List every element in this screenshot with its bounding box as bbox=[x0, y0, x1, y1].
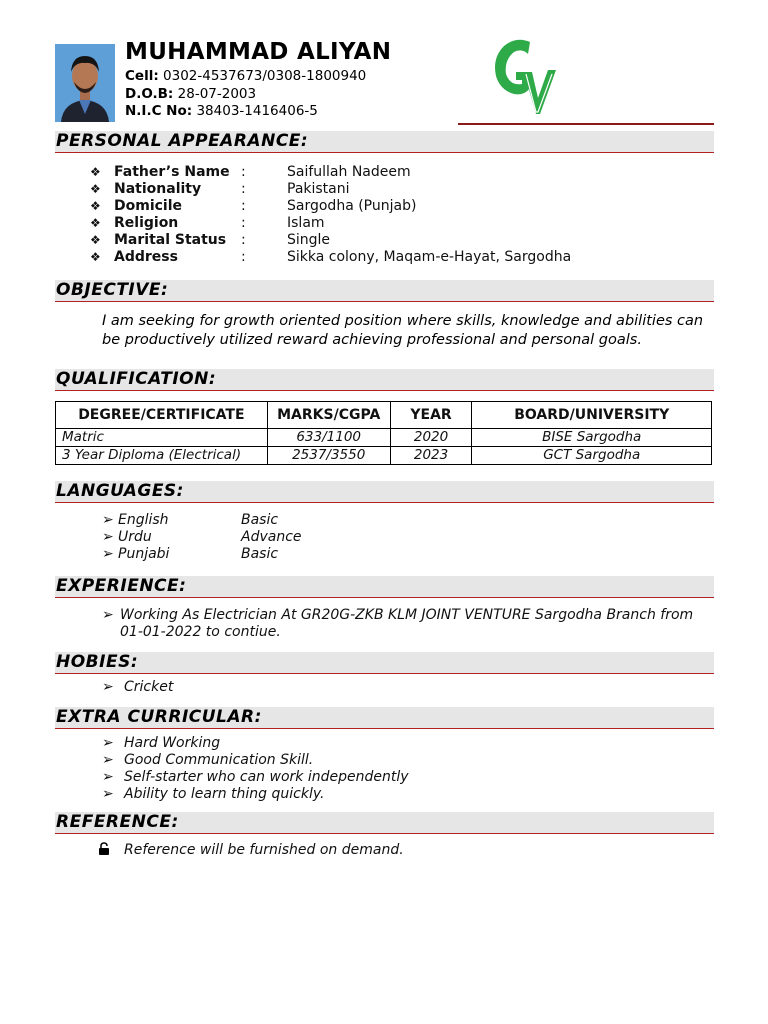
objective-text: I am seeking for growth oriented position where skills, knowledge and abilities can be productively utilized reward achieving professional and personal goals. bbox=[102, 313, 704, 348]
table-row bbox=[56, 447, 712, 465]
personal-value: Sargodha (Punjab) bbox=[287, 198, 417, 214]
section-personal-appearance: PERSONAL APPEARANCE: bbox=[55, 131, 714, 153]
list-item bbox=[102, 529, 152, 546]
table-cell: 633/1100 bbox=[267, 429, 390, 447]
section-experience: EXPERIENCE: bbox=[55, 576, 714, 598]
table-cell: 3 Year Diploma (Electrical) bbox=[56, 447, 268, 465]
section-hobbies: HOBIES: bbox=[55, 652, 714, 674]
arrow-bullet-icon: ➢ bbox=[102, 786, 114, 802]
section-objective: OBJECTIVE: bbox=[55, 280, 714, 302]
colon: : bbox=[241, 181, 246, 197]
section-extra-curricular: EXTRA CURRICULAR: bbox=[55, 707, 714, 729]
list-item bbox=[102, 769, 409, 786]
personal-label: Religion bbox=[114, 215, 179, 231]
personal-label: Nationality bbox=[114, 181, 202, 197]
personal-label: Domicile bbox=[114, 198, 183, 214]
personal-value: Islam bbox=[287, 215, 325, 231]
table-cell: 2023 bbox=[390, 447, 472, 465]
column-header: YEAR bbox=[390, 402, 472, 429]
list-item bbox=[102, 546, 169, 563]
table-cell: Matric bbox=[56, 429, 268, 447]
nic-value: 38403-1416406-5 bbox=[196, 103, 318, 119]
table-cell: BISE Sargodha bbox=[472, 429, 712, 447]
profile-photo bbox=[55, 44, 115, 122]
hobby-text: Cricket bbox=[124, 679, 174, 695]
extra-text: Self-starter who can work independently bbox=[124, 769, 409, 785]
lock-bullet-icon bbox=[98, 842, 124, 859]
table-cell: 2020 bbox=[390, 429, 472, 447]
experience-text: Working As Electrician At GR20G-ZKB KLM JOINT VENTURE Sargodha Branch from 01-01-2022 to contiue. bbox=[120, 607, 694, 640]
colon: : bbox=[241, 232, 246, 248]
list-item bbox=[102, 512, 169, 529]
list-item bbox=[102, 679, 173, 696]
arrow-bullet-icon: ➢ bbox=[102, 752, 114, 768]
language-name: English bbox=[118, 512, 169, 528]
arrow-bullet-icon: ➢ bbox=[102, 607, 114, 623]
colon: : bbox=[241, 164, 246, 180]
language-name: Urdu bbox=[118, 529, 152, 545]
cell-value: 0302-4537673/0308-1800940 bbox=[163, 68, 367, 84]
column-header: BOARD/UNIVERSITY bbox=[472, 402, 712, 429]
nic-line bbox=[125, 103, 318, 119]
diamond-bullet-icon: ❖ bbox=[90, 165, 101, 179]
language-level: Advance bbox=[241, 529, 302, 545]
language-level: Basic bbox=[241, 546, 279, 562]
table-header-row bbox=[56, 402, 712, 429]
arrow-bullet-icon: ➢ bbox=[102, 546, 114, 562]
colon: : bbox=[241, 249, 246, 265]
candidate-name: MUHAMMAD ALIYAN bbox=[125, 39, 392, 65]
section-qualification: QUALIFICATION: bbox=[55, 369, 714, 391]
cell-label: Cell: bbox=[125, 68, 159, 84]
arrow-bullet-icon: ➢ bbox=[102, 529, 114, 545]
language-name: Punjabi bbox=[118, 546, 170, 562]
arrow-bullet-icon: ➢ bbox=[102, 679, 114, 695]
diamond-bullet-icon: ❖ bbox=[90, 216, 101, 230]
colon: : bbox=[241, 215, 246, 231]
arrow-bullet-icon: ➢ bbox=[102, 769, 114, 785]
personal-label: Marital Status bbox=[114, 232, 227, 248]
arrow-bullet-icon: ➢ bbox=[102, 735, 114, 751]
experience-item bbox=[102, 607, 714, 641]
list-item bbox=[102, 786, 324, 803]
personal-value: Pakistani bbox=[287, 181, 350, 197]
extra-text: Ability to learn thing quickly. bbox=[124, 786, 325, 802]
reference-text: Reference will be furnished on demand. bbox=[124, 842, 404, 858]
dob-value: 28-07-2003 bbox=[177, 86, 257, 102]
section-languages: LANGUAGES: bbox=[55, 481, 714, 503]
list-item bbox=[98, 842, 404, 859]
extra-text: Good Communication Skill. bbox=[124, 752, 314, 768]
table-cell: GCT Sargodha bbox=[472, 447, 712, 465]
personal-label: Father’s Name bbox=[114, 164, 230, 180]
personal-value: Sikka colony, Maqam-e-Hayat, Sargodha bbox=[287, 249, 572, 265]
table-row bbox=[56, 429, 712, 447]
column-header: MARKS/CGPA bbox=[267, 402, 390, 429]
nic-label: N.I.C No: bbox=[125, 103, 193, 119]
dob-line bbox=[125, 86, 256, 102]
cell-line bbox=[125, 68, 366, 84]
personal-label: Address bbox=[114, 249, 178, 265]
diamond-bullet-icon: ❖ bbox=[90, 199, 101, 213]
personal-value: Single bbox=[287, 232, 331, 248]
arrow-bullet-icon: ➢ bbox=[102, 512, 114, 528]
header-rule bbox=[458, 123, 714, 125]
dob-label: D.O.B: bbox=[125, 86, 174, 102]
qualification-table bbox=[55, 401, 712, 465]
gv-logo bbox=[486, 32, 558, 116]
list-item bbox=[102, 752, 313, 769]
colon: : bbox=[241, 198, 246, 214]
extra-text: Hard Working bbox=[124, 735, 221, 751]
table-cell: 2537/3550 bbox=[267, 447, 390, 465]
section-reference: REFERENCE: bbox=[55, 812, 714, 834]
diamond-bullet-icon: ❖ bbox=[90, 182, 101, 196]
diamond-bullet-icon: ❖ bbox=[90, 250, 101, 264]
personal-value: Saifullah Nadeem bbox=[287, 164, 411, 180]
column-header: DEGREE/CERTIFICATE bbox=[56, 402, 268, 429]
language-level: Basic bbox=[241, 512, 279, 528]
diamond-bullet-icon: ❖ bbox=[90, 233, 101, 247]
list-item bbox=[102, 735, 220, 752]
